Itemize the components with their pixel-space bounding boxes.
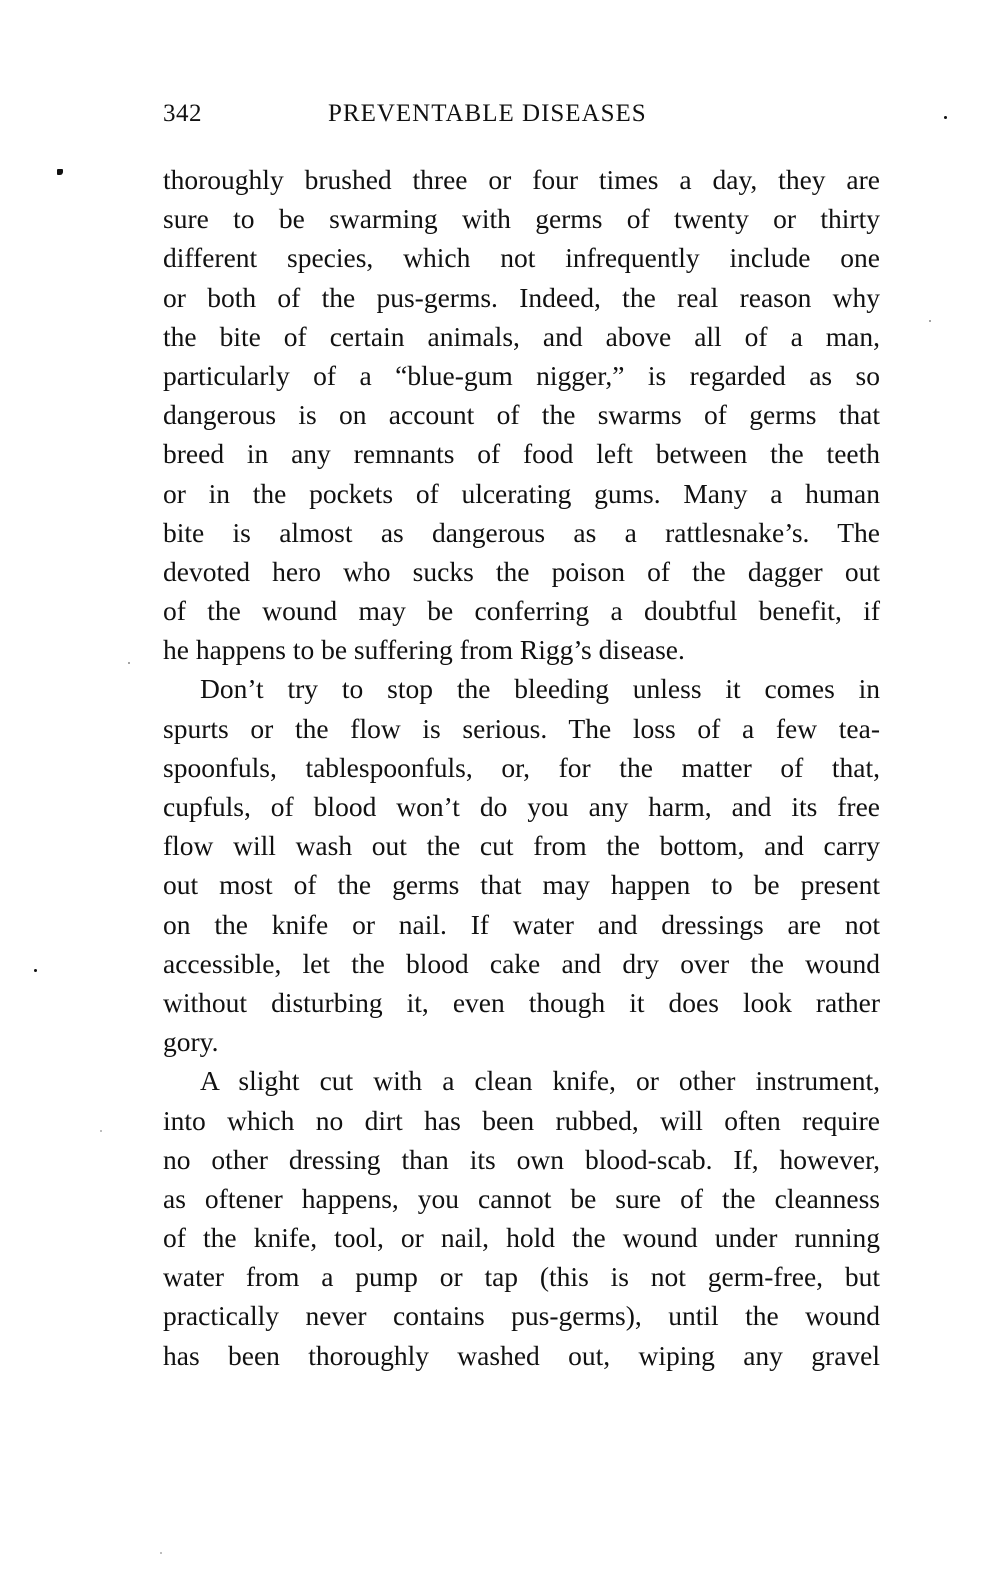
text-line: bite is almost as dangerous as a rattlesnake’s. The <box>163 516 880 548</box>
text-line: spurts or the flow is serious. The loss of a few tea- <box>163 712 880 744</box>
scan-speck <box>929 320 931 322</box>
text-line: as oftener happens, you cannot be sure of the cleanness <box>163 1182 880 1214</box>
text-line: practically never contains pus-germs), until the wound <box>163 1300 880 1332</box>
running-head: PREVENTABLE DISEASES <box>328 100 647 127</box>
body-text <box>163 160 880 1375</box>
scan-speck <box>34 969 37 972</box>
text-line: the bite of certain animals, and above all of a man, <box>163 320 880 352</box>
text-line: Don’t try to stop the bleeding unless it comes in <box>200 673 880 705</box>
text-line: dangerous is on account of the swarms of germs that <box>163 399 880 431</box>
text-line: no other dressing than its own blood-scab. If, however, <box>163 1143 880 1175</box>
text-line: of the wound may be conferring a doubtful benefit, if <box>163 595 880 627</box>
text-line: without disturbing it, even though it does look rather <box>163 986 880 1018</box>
text-line: into which no dirt has been rubbed, will often require <box>163 1104 880 1136</box>
text-line: A slight cut with a clean knife, or other instrument, <box>200 1065 880 1097</box>
scan-speck <box>944 116 947 119</box>
scan-speck <box>57 169 63 175</box>
text-line: or in the pockets of ulcerating gums. Many a human <box>163 477 880 509</box>
text-line: devoted hero who sucks the poison of the dagger out <box>163 555 880 587</box>
text-line: water from a pump or tap (this is not germ-free, but <box>163 1261 880 1293</box>
text-line: cupfuls, of blood won’t do you any harm, and its free <box>163 791 880 822</box>
scan-speck <box>160 1552 162 1554</box>
page-number: 342 <box>163 100 202 127</box>
text-line: sure to be swarming with germs of twenty or thirty <box>163 203 880 235</box>
paragraph-3 <box>163 1061 880 1375</box>
text-line: thoroughly brushed three or four times a day, they are <box>163 164 880 195</box>
text-line: or both of the pus-germs. Indeed, the real reason why <box>163 281 880 313</box>
scan-speck <box>100 1130 102 1132</box>
paragraph-2 <box>163 669 880 1061</box>
text-line: accessible, let the blood cake and dry over the wound <box>163 947 880 979</box>
page-header <box>163 100 883 136</box>
text-line: has been thoroughly washed out, wiping any gravel <box>163 1339 880 1371</box>
text-line: of the knife, tool, or nail, hold the wound under running <box>163 1222 880 1254</box>
text-line: breed in any remnants of food left between the teeth <box>163 438 880 470</box>
text-line: flow will wash out the cut from the bottom, and carry <box>163 830 880 862</box>
text-line: out most of the germs that may happen to be present <box>163 869 880 901</box>
text-line: he happens to be suffering from Rigg’s disease. <box>163 634 685 666</box>
text-line: particularly of a “blue-gum nigger,” is regarded as so <box>163 359 880 391</box>
paragraph-1 <box>163 160 880 669</box>
scan-speck <box>128 662 130 664</box>
text-line: spoonfuls, tablespoonfuls, or, for the matter of that, <box>163 751 880 783</box>
text-line: on the knife or nail. If water and dressings are not <box>163 908 880 940</box>
text-line: gory. <box>163 1026 219 1058</box>
text-line: different species, which not infrequently include one <box>163 242 880 274</box>
